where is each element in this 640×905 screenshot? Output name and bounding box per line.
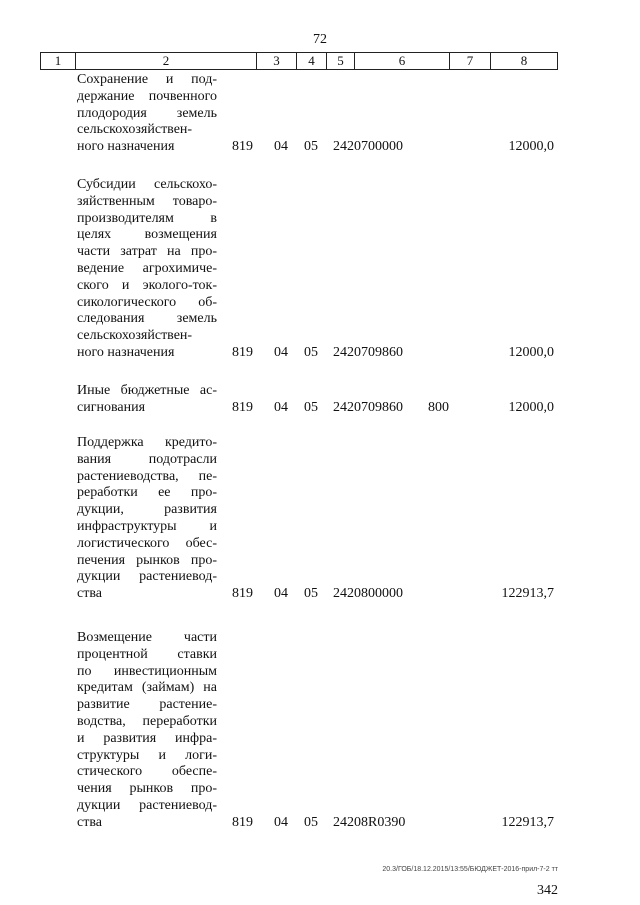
code-target-article: 2420700000: [333, 139, 403, 155]
column-header-6: 6: [355, 53, 450, 70]
code-grbs: 819: [232, 139, 253, 155]
row-description: [77, 630, 217, 832]
code-section: 04: [274, 399, 288, 415]
table-row: [0, 383, 640, 417]
description-line: процентной ставки: [77, 646, 217, 662]
code-section: 04: [274, 139, 288, 155]
description-line: Субсидии сельскохо-: [77, 177, 217, 192]
description-line: производителям в: [77, 210, 217, 226]
description-line: структуры и логи-: [77, 747, 217, 763]
description-line: дукции, развития: [77, 502, 217, 518]
code-grbs: 819: [232, 399, 253, 415]
code-section: 04: [274, 586, 288, 602]
table-row: [0, 630, 640, 832]
code-expense-type: 800: [428, 399, 449, 415]
description-line: водства, переработки: [77, 713, 217, 729]
description-line: Сохранение и под-: [77, 72, 217, 87]
amount: 12000,0: [508, 345, 554, 360]
amount: 122913,7: [501, 586, 554, 602]
column-header-row: [40, 52, 558, 70]
amount: 122913,7: [501, 814, 554, 830]
page-number: 72: [313, 32, 327, 47]
row-description: [77, 435, 217, 603]
code-target-article: 2420709860: [333, 399, 403, 415]
description-line: ного назначения: [77, 344, 175, 360]
table-row: [0, 177, 640, 362]
description-line: чения рынков про-: [77, 781, 217, 797]
description-line: ного назначения: [77, 139, 175, 155]
code-subsection: 05: [304, 814, 318, 830]
code-target-article: 2420800000: [333, 586, 403, 602]
description-line: дукции растениевод-: [77, 569, 217, 585]
description-line: реработки ее про-: [77, 485, 217, 501]
code-target-article: 2420709860: [333, 345, 403, 360]
amount: 12000,0: [508, 139, 554, 155]
description-line: и развития инфра-: [77, 730, 217, 746]
description-line: зяйственным товаро-: [77, 193, 217, 209]
description-line: сигнования: [77, 399, 146, 415]
row-description: [77, 72, 217, 156]
column-header-4: 4: [297, 53, 327, 70]
row-description: [77, 177, 217, 362]
code-subsection: 05: [304, 586, 318, 602]
description-line: сельскохозяйствен-: [77, 122, 193, 138]
description-line: кредитам (займам) на: [77, 680, 217, 696]
description-line: развитие растение-: [77, 697, 217, 713]
description-line: стического обеспе-: [77, 764, 217, 780]
code-section: 04: [274, 814, 288, 830]
code-subsection: 05: [304, 139, 318, 155]
description-line: Возмещение части: [77, 630, 217, 645]
description-line: целях возмещения: [77, 227, 217, 243]
column-header-2: 2: [76, 53, 257, 70]
description-line: инфраструктуры и: [77, 518, 217, 534]
description-line: держание почвенного: [77, 88, 217, 104]
description-line: плодородия земель: [77, 105, 217, 121]
column-header-7: 7: [450, 53, 491, 70]
code-target-article: 24208R0390: [333, 814, 406, 830]
code-grbs: 819: [232, 814, 253, 830]
column-header-3: 3: [257, 53, 297, 70]
code-grbs: 819: [232, 345, 253, 360]
column-header-8: 8: [491, 53, 558, 70]
description-line: ства: [77, 814, 102, 830]
description-line: Иные бюджетные ас-: [77, 383, 217, 398]
column-header-1: 1: [41, 53, 76, 70]
description-line: растениеводства, пе-: [77, 468, 217, 484]
description-line: сикологического об-: [77, 294, 217, 310]
description-line: Поддержка кредито-: [77, 435, 217, 450]
description-line: части затрат на про-: [77, 244, 217, 260]
description-line: ства: [77, 586, 102, 602]
description-line: сельскохозяйствен-: [77, 328, 193, 344]
description-line: логистического обес-: [77, 535, 217, 551]
column-header-5: 5: [327, 53, 355, 70]
code-grbs: 819: [232, 586, 253, 602]
description-line: вания подотрасли: [77, 451, 217, 467]
description-line: дукции растениевод-: [77, 797, 217, 813]
description-line: следования земель: [77, 311, 217, 327]
description-line: ского и эколого-ток-: [77, 277, 217, 293]
sheet-number: 342: [537, 883, 558, 898]
code-section: 04: [274, 345, 288, 360]
footer-stamp: 20.3/ГОБ/18.12.2015/13:55/БЮДЖЕТ-2016-прил-7-2 тт: [382, 866, 558, 873]
description-line: по инвестиционным: [77, 663, 217, 679]
description-line: печения рынков про-: [77, 552, 217, 568]
code-subsection: 05: [304, 399, 318, 415]
table-row: [0, 435, 640, 603]
code-subsection: 05: [304, 345, 318, 360]
amount: 12000,0: [508, 399, 554, 415]
row-description: [77, 383, 217, 417]
description-line: ведение агрохимиче-: [77, 260, 217, 276]
table-row: [0, 72, 640, 156]
